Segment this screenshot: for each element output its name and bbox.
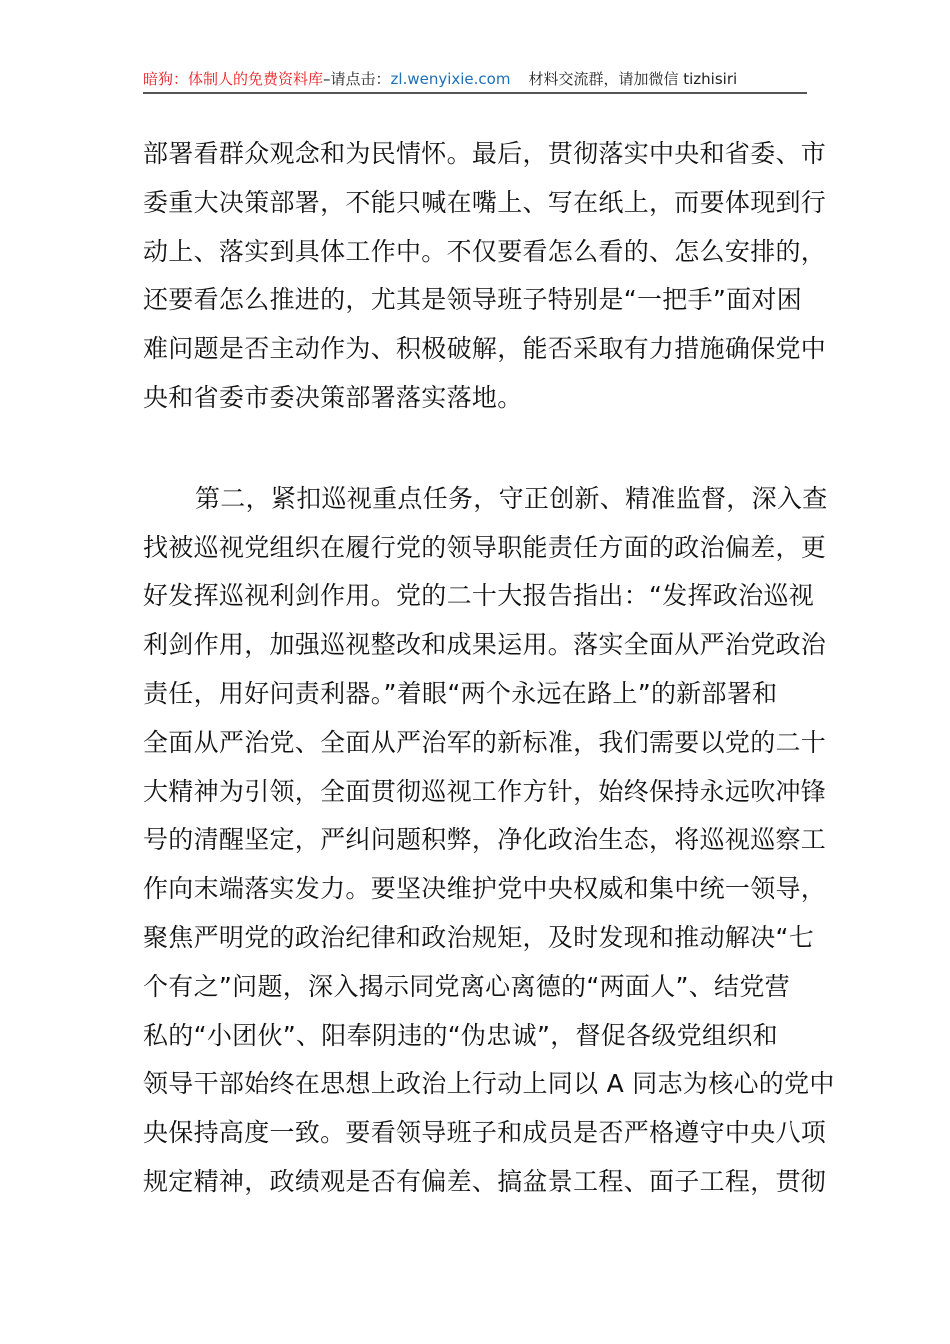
- text-line: 聚焦严明党的政治纪律和政治规矩，及时发现和推动解决“七: [143, 922, 815, 952]
- text-line: 全面从严治党、全面从严治军的新标准，我们需要以党的二十: [143, 727, 827, 757]
- text-line: 还要看怎么推进的，尤其是领导班子特别是“一把手”面对困: [143, 285, 803, 315]
- header-prompt: –请点击：: [323, 70, 391, 88]
- page-header: [143, 68, 807, 94]
- header-contact: 材料交流群，请加微信 tizhisiri: [528, 70, 738, 88]
- text-line: 好发挥巡视利剑作用。党的二十大报告指出：“发挥政治巡视: [143, 581, 815, 611]
- text-line: 规定精神，政绩观是否有偏差、搞盆景工程、面子工程，贯彻: [143, 1166, 827, 1196]
- text-line: 私的“小团伙”、阳奉阴违的“伪忠诚”，督促各级党组织和: [143, 1020, 778, 1050]
- text-line: 号的清醒坚定，严纠问题积弊，净化政治生态，将巡视巡察工: [143, 825, 827, 855]
- text-line: 大精神为引领，全面贯彻巡视工作方针，始终保持永远吹冲锋: [143, 776, 827, 806]
- paragraph-1: [143, 130, 827, 423]
- text-line: 个有之”问题，深入揭示同党离心离德的“两面人”、结党营: [143, 971, 790, 1001]
- text-line-first: 第二，紧扣巡视重点任务，守正创新、精准监督，深入查: [195, 483, 828, 513]
- text-line: 责任，用好问责利器。”着眼“两个永远在路上”的新部署和: [143, 678, 778, 708]
- paragraph-2: [143, 475, 835, 1207]
- text-line: 央和省委市委决策部署落实落地。: [143, 382, 523, 412]
- header-brand: 暗狗：体制人的免费资料库: [143, 70, 324, 88]
- document-body: [143, 130, 835, 1207]
- text-line: 找被巡视党组织在履行党的领导职能责任方面的政治偏差，更: [143, 532, 827, 562]
- paragraph-spacer: [143, 423, 807, 475]
- text-line: 利剑作用，加强巡视整改和成果运用。落实全面从严治党政治: [143, 630, 827, 660]
- text-line: 部署看群众观念和为民情怀。最后，贯彻落实中央和省委、市: [143, 139, 827, 168]
- text-line: 动上、落实到具体工作中。不仅要看怎么看的、怎么安排的，: [143, 236, 827, 266]
- text-line: 领导干部始终在思想上政治上行动上同以 A 同志为核心的党中: [143, 1069, 835, 1099]
- text-line: 作向末端落实发力。要坚决维护党中央权威和集中统一领导，: [143, 874, 827, 904]
- text-line: 难问题是否主动作为、积极破解，能否采取有力措施确保党中: [143, 334, 827, 364]
- header-link[interactable]: zl.wenyixie.com: [390, 70, 511, 88]
- text-line: 委重大决策部署，不能只喊在嘴上、写在纸上，而要体现到行: [143, 187, 827, 217]
- text-line: 央保持高度一致。要看领导班子和成员是否严格遵守中央八项: [143, 1118, 827, 1148]
